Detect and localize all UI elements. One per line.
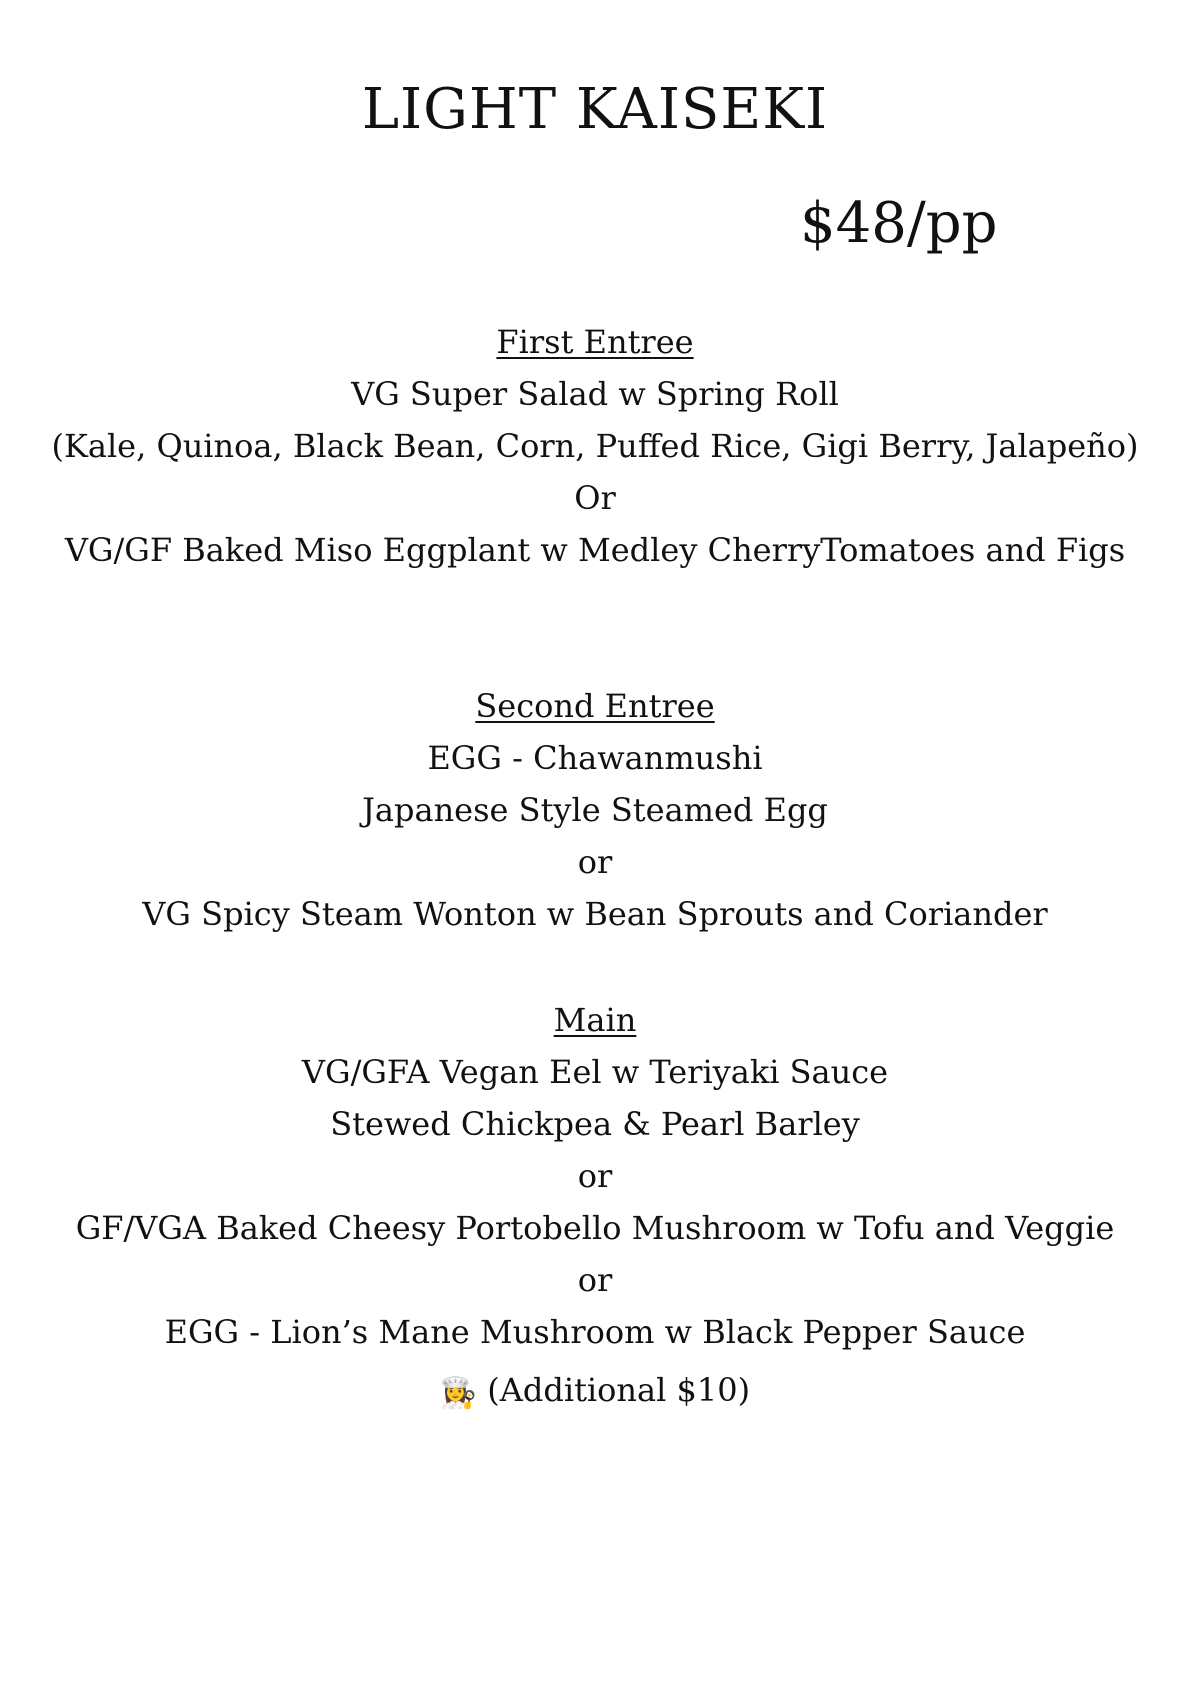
menu-price: $48/pp	[800, 191, 998, 256]
menu-title: LIGHT KAISEKI	[361, 77, 829, 142]
first-entree-heading: First Entree	[496, 323, 694, 361]
second-entree-heading: Second Entree	[475, 687, 715, 725]
main-item-1-detail: Stewed Chickpea & Pearl Barley	[330, 1105, 860, 1143]
chef-icon: 👩‍🍳	[439, 1376, 478, 1411]
second-entree-item-1: EGG - Chawanmushi	[427, 739, 763, 777]
first-entree-item-1-detail: (Kale, Quinoa, Black Bean, Corn, Puffed Rice, Gigi Berry, Jalapeño)	[51, 427, 1139, 465]
second-entree-item-2: VG Spicy Steam Wonton w Bean Sprouts and Coriander	[142, 895, 1048, 933]
first-entree-or: Or	[574, 479, 616, 517]
additional-charge-text: (Additional $10)	[487, 1371, 751, 1409]
main-heading: Main	[553, 1001, 637, 1039]
main-additional-charge	[0, 1371, 1190, 1411]
first-entree-item-2: VG/GF Baked Miso Eggplant w Medley CherryTomatoes and Figs	[64, 531, 1126, 569]
main-item-2: GF/VGA Baked Cheesy Portobello Mushroom w Tofu and Veggie	[75, 1209, 1115, 1247]
second-entree-item-1-detail: Japanese Style Steamed Egg	[362, 791, 828, 829]
main-item-3: EGG - Lion’s Mane Mushroom w Black Pepper Sauce	[164, 1313, 1026, 1351]
second-entree-or: or	[577, 843, 613, 881]
main-or-1: or	[577, 1157, 613, 1195]
first-entree-item-1: VG Super Salad w Spring Roll	[351, 375, 839, 413]
main-or-2: or	[577, 1261, 613, 1299]
main-item-1: VG/GFA Vegan Eel w Teriyaki Sauce	[301, 1053, 889, 1091]
